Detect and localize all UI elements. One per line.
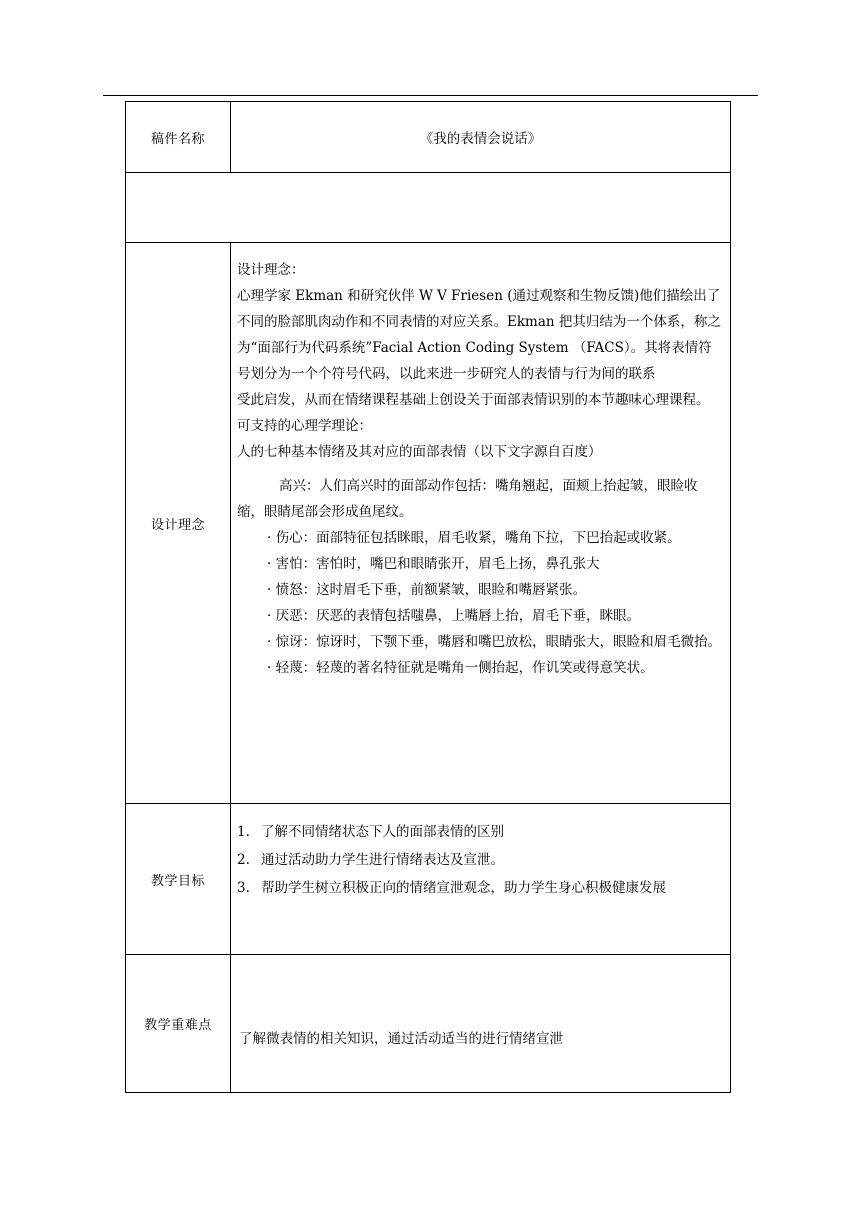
design-para-1: 心理学家 Ekman 和研究伙伴 W V Friesen (通过观察和生物反馈)他们描绘出了不同的脸部肌肉动作和不同表情的对应关系。Ekman 把其归结为一个体系，称之为“面部行为代码系统”Facial Action Coding System （FACS）。其将表情符号划分为一个个符号代码，以此来进一步研究人的表情与行为间的联系 xyxy=(237,288,721,382)
goal-item xyxy=(237,818,724,846)
goals-content xyxy=(231,804,731,955)
emotion-anger: · 愤怒：这时眉毛下垂，前额紧皱，眼睑和嘴唇紧张。 xyxy=(267,582,587,598)
goal-number: 3. xyxy=(237,880,250,896)
goal-item xyxy=(237,874,724,902)
title-label: 稿件名称 xyxy=(126,102,231,173)
goal-text: 帮助学生树立积极正向的情绪宣泄观念，助力学生身心积极健康发展 xyxy=(261,880,666,896)
emotion-happy: 高兴：人们高兴时的面部动作包括：嘴角翘起，面颊上抬起皱，眼睑收缩，眼睛尾部会形成鱼尾纹。 xyxy=(237,478,698,520)
emotion-sad: · 伤心：面部特征包括眯眼，眉毛收紧，嘴角下拉，下巴抬起或收紧。 xyxy=(267,530,681,546)
emotion-surprise: · 惊讶：惊讶时，下颚下垂，嘴唇和嘴巴放松，眼睛张大，眼睑和眉毛微抬。 xyxy=(267,634,722,650)
emotion-fear: · 害怕：害怕时，嘴巴和眼睛张开，眉毛上扬，鼻孔张大 xyxy=(267,556,600,572)
goals-label: 教学目标 xyxy=(126,804,231,955)
empty-cell xyxy=(126,173,731,243)
goal-number: 2. xyxy=(237,852,250,868)
design-para-2: 受此启发，从而在情绪课程基础上创设关于面部表情识别的本节趣味心理课程。 xyxy=(237,392,710,408)
title-row xyxy=(126,102,731,173)
title-value: 《我的表情会说话》 xyxy=(231,102,731,173)
design-label: 设计理念 xyxy=(126,243,231,804)
design-row xyxy=(126,243,731,804)
key-row xyxy=(126,955,731,1093)
empty-row xyxy=(126,173,731,243)
emotion-disgust: · 厌恶：厌恶的表情包括嗤鼻，上嘴唇上抬，眉毛下垂，眯眼。 xyxy=(267,608,641,624)
design-heading: 设计理念： xyxy=(237,262,305,278)
design-content xyxy=(231,243,731,804)
lesson-plan-table xyxy=(125,101,731,1093)
theory-intro: 人的七种基本情绪及其对应的面部表情（以下文字源自百度） xyxy=(237,444,602,460)
key-label: 教学重难点 xyxy=(126,955,231,1093)
key-content: 了解微表情的相关知识，通过活动适当的进行情绪宣泄 xyxy=(231,955,731,1093)
goal-text: 通过活动助力学生进行情绪表达及宣泄。 xyxy=(261,852,504,868)
emotion-contempt: · 轻蔑：轻蔑的著名特征就是嘴角一侧抬起，作讥笑或得意笑状。 xyxy=(267,660,654,676)
goal-number: 1. xyxy=(237,824,250,840)
goals-row xyxy=(126,804,731,955)
goal-text: 了解不同情绪状态下人的面部表情的区别 xyxy=(261,824,504,840)
goal-item xyxy=(237,846,724,874)
header-rule xyxy=(103,95,758,96)
theory-heading: 可支持的心理学理论： xyxy=(237,418,372,434)
